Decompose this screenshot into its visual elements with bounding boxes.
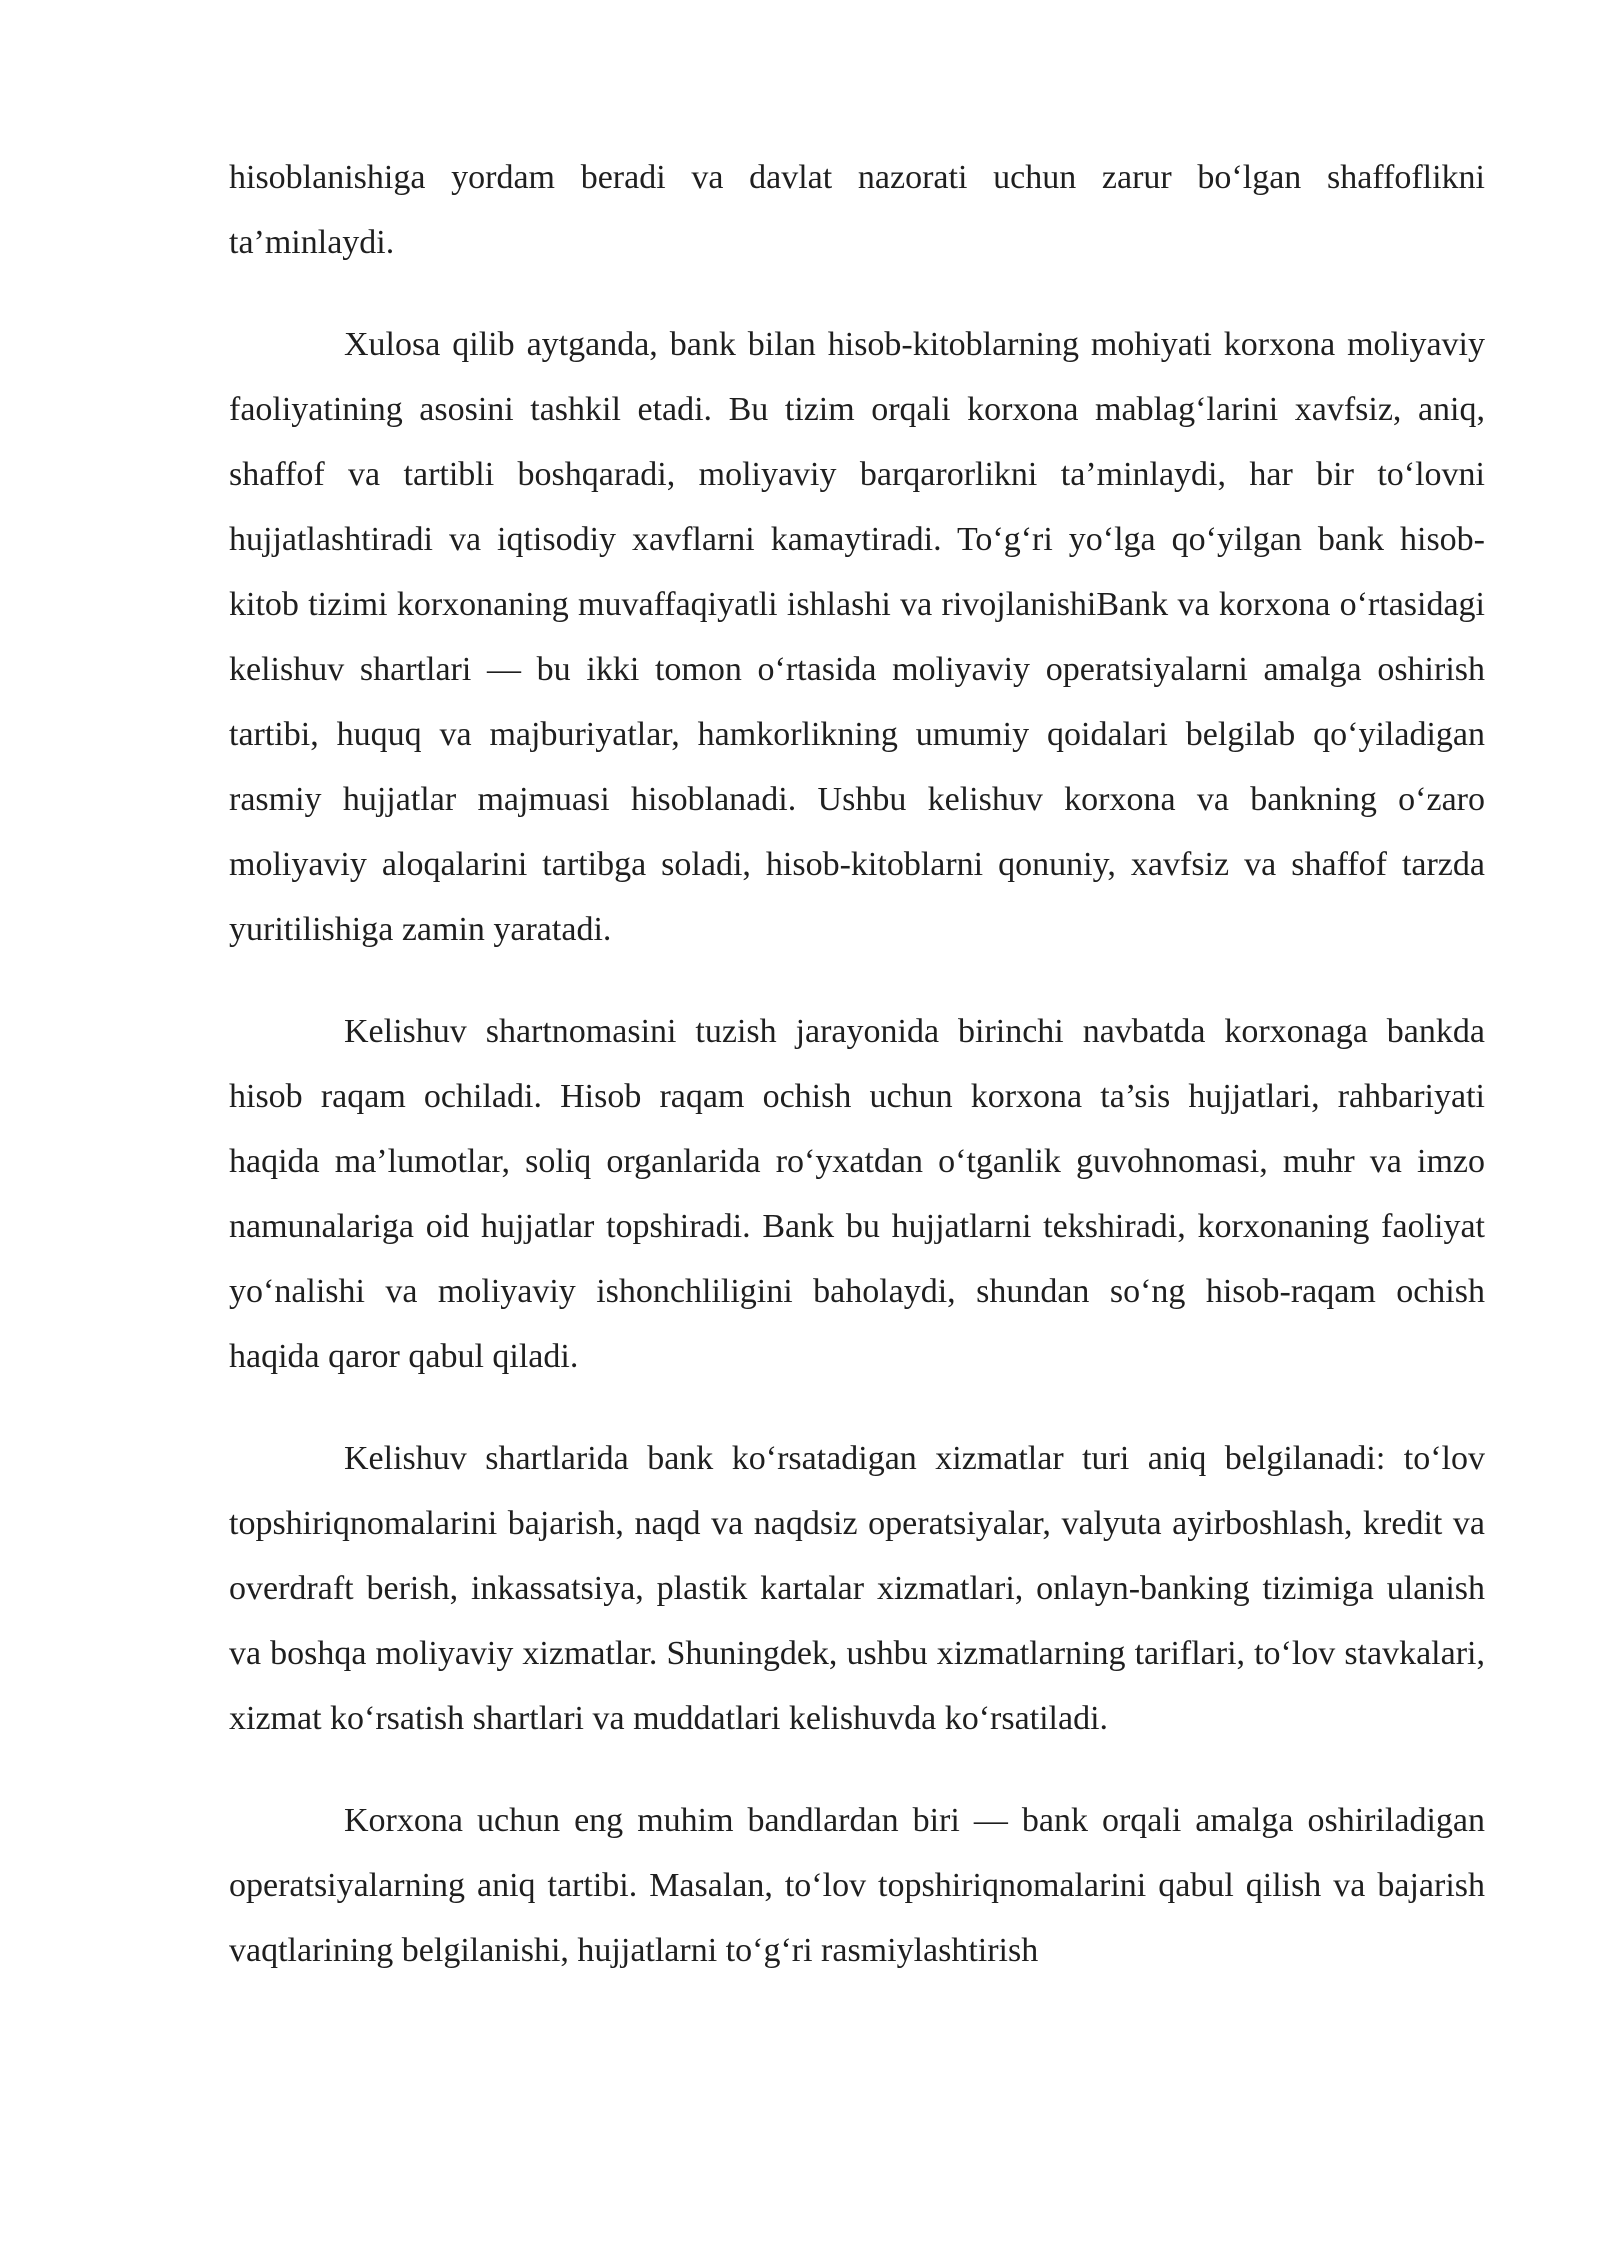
paragraph-account-opening: Kelishuv shartnomasini tuzish jarayonida birinchi navbatda korxonaga bankda hisob raqam ochiladi. Hisob raqam ochish uchun korxona ta’sis hujjatlari, rahbariyati haqida ma’lumotlar, soliq organlarida ro‘yxatdan o‘tganlik guvohnomasi, muhr va imzo namunalariga oid hujjatlar topshiradi. Bank bu hujjatlarni tekshiradi, korxonaning faoliyat yo‘nalishi va moliyaviy ishonchliligini baholaydi, shundan so‘ng hisob-raqam ochish haqida qaror qabul qiladi. <box>229 1013 1485 1375</box>
paragraph-continuation: hisoblanishiga yordam beradi va davlat nazorati uchun zarur bo‘lgan shaffoflikni ta’minlaydi. <box>229 159 1485 261</box>
document-page <box>229 145 1485 2020</box>
paragraph-operations-order: Korxona uchun eng muhim bandlardan biri — bank orqali amalga oshiriladigan operatsiyalarning aniq tartibi. Masalan, to‘lov topshiriqnomalarini qabul qilish va bajarish vaqtlarining belgilanishi, hujjatlarni to‘g‘ri rasmiylashtirish <box>229 1802 1485 1969</box>
paragraph-conclusion: Xulosa qilib aytganda, bank bilan hisob-kitoblarning mohiyati korxona moliyaviy faoliyatining asosini tashkil etadi. Bu tizim orqali korxona mablag‘larini xavfsiz, aniq, shaffof va tartibli boshqaradi, moliyaviy barqarorlikni ta’minlaydi, har bir to‘lovni hujjatlashtiradi va iqtisodiy xavflarni kamaytiradi. To‘g‘ri yo‘lga qo‘yilgan bank hisob-kitob tizimi korxonaning muvaffaqiyatli ishlashi va rivojlanishiBank va korxona o‘rtasidagi kelishuv shartlari — bu ikki tomon o‘rtasida moliyaviy operatsiyalarni amalga oshirish tartibi, huquq va majburiyatlar, hamkorlikning umumiy qoidalari belgilab qo‘yiladigan rasmiy hujjatlar majmuasi hisoblanadi. Ushbu kelishuv korxona va bankning o‘zaro moliyaviy aloqalarini tartibga soladi, hisob-kitoblarni qonuniy, xavfsiz va shaffof tarzda yuritilishiga zamin yaratadi. <box>229 326 1485 948</box>
paragraph-services: Kelishuv shartlarida bank ko‘rsatadigan xizmatlar turi aniq belgilanadi: to‘lov topshiriqnomalarini bajarish, naqd va naqdsiz operatsiyalar, valyuta ayirboshlash, kredit va overdraft berish, inkassatsiya, plastik kartalar xizmatlari, onlayn-banking tizimiga ulanish va boshqa moliyaviy xizmatlar. Shuningdek, ushbu xizmatlarning tariflari, to‘lov stavkalari, xizmat ko‘rsatish shartlari va muddatlari kelishuvda ko‘rsatiladi. <box>229 1440 1485 1737</box>
